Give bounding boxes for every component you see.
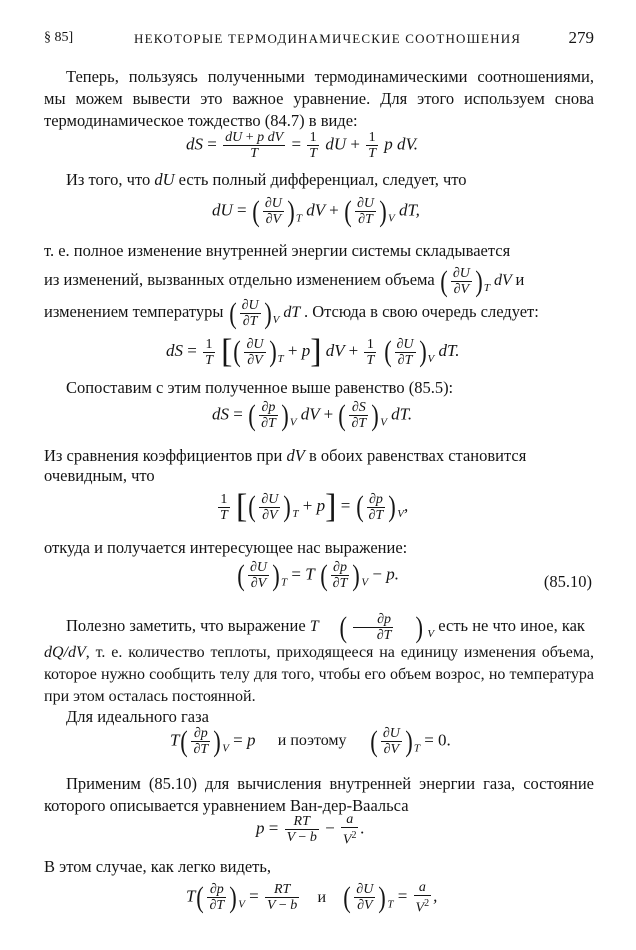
equation-number: (85.10) bbox=[543, 572, 592, 591]
equation-van-der-waals: p = $\frac{RT}{V - b}$ − $\frac{a}{V^2}$ . bbox=[256, 812, 365, 848]
equation-du-expansion: dU = ( $\frac{\partial U}{\partial V}$ )$_T$ dV + ( $\frac{\partial U}{\partial T}$ )$_V$ dT, bbox=[212, 194, 420, 228]
paragraph-van-der-waals: Применим (85.10) для вычисления внутренней энергии газа, состояние которого описывается уравнением Ван-дер-Ваальса bbox=[44, 774, 594, 815]
paragraph-ideal-gas: Для идеального газа bbox=[66, 707, 209, 726]
math-du: dU bbox=[154, 170, 175, 189]
page-header bbox=[44, 28, 594, 48]
equation-ds-855: dS = ( $\frac{\partial p}{\partial T}$ )$_V$ dV + ( $\frac{\partial S}{\partial T}$ )$_V$ dT. bbox=[212, 398, 413, 432]
paragraph-compare: Сопоставим с этим полученное выше равенство (85.5): bbox=[66, 378, 454, 397]
equation-ds-combined: dS = $\frac{1}{T}$ [( $\frac{\partial U}{\partial V}$ )$_T + p$] dV + $\frac{1}{T}$ ( $\frac{\partial U}{\partial T}$ )$_V$ dT. bbox=[166, 333, 460, 370]
math-dv: dV bbox=[286, 446, 305, 465]
paragraph-intro: Теперь, пользуясь полученными термодинамическими соотношениями, мы можем вывести это важное уравнение. Для этого используем снова термодинамическое тождество (84.7) в виде: bbox=[44, 67, 594, 130]
paragraph-energy-change-3: изменением температуры ( $\frac{\partial U}{\partial T}$ )$_V$ dT . Отсюда в свою очередь следует: bbox=[44, 296, 539, 330]
paragraph-useful-note-2: dQ/dV, т. е. количество теплоты, приходящееся на единицу изменения объема, которое нужно сообщить телу для того, чтобы его объем возрос, но температура при этом осталась постоянной. bbox=[44, 644, 594, 705]
paragraph-coefficients-2: очевидным, что bbox=[44, 466, 155, 485]
section-number: § 85] bbox=[44, 30, 74, 45]
paragraph-full-differential: Из того, что dU есть полный дифференциал, следует, что bbox=[66, 170, 467, 189]
equation-85-10: ( $\frac{\partial U}{\partial V}$ )$_T = T$ ( $\frac{\partial p}{\partial T}$ )$_V - p$. bbox=[237, 558, 399, 592]
math-dq-dv: dQ/dV bbox=[44, 644, 86, 661]
equation-vdw-results: T( $\frac{\partial p}{\partial T}$ )$_V$ = $\frac{RT}{V - b}$ и ( $\frac{\partial U}{\partial V}$ )$_T$ = $\frac{a}{V^2}$ , bbox=[186, 880, 438, 916]
paragraph-energy-change-1: т. е. полное изменение внутренней энергии системы складывается bbox=[44, 241, 511, 260]
equation-ideal-gas: T( $\frac{\partial p}{\partial T}$ )$_V = p$ и поэтому ( $\frac{\partial U}{\partial V}$ )$_T = 0$. bbox=[170, 724, 451, 758]
paragraph-this-case: В этом случае, как легко видеть, bbox=[44, 857, 272, 876]
paragraph-useful-note-1: Полезно заметить, что выражение T ( $\frac{\partial p}{\partial T}$ ) $_V$ есть не что иное, как bbox=[66, 610, 585, 644]
paragraph-energy-change-2: из изменений, вызванных отдельно изменением объема ( $\frac{\partial U}{\partial V}$ )$_T$ dV и bbox=[44, 264, 525, 298]
paragraph-coefficients-1: Из сравнения коэффициентов при dV в обоих равенствах становится bbox=[44, 446, 527, 465]
equation-ds-identity: dS = $\frac{\text{dU + p dV}}{T}$ = $\frac{1}{T}$ dU + $\frac{1}{T}$ p dV. bbox=[186, 130, 418, 161]
running-title: НЕКОТОРЫЕ ТЕРМОДИНАМИЧЕСКИЕ СООТНОШЕНИЯ bbox=[134, 31, 522, 46]
equation-coefficient-equality: $\frac{1}{T}$ [( $\frac{\partial U}{\partial V}$ )$_T + p$] = ( $\frac{\partial p}{\partial T}$ )$_V$, bbox=[220, 488, 409, 525]
paragraph-result: откуда и получается интересующее нас выражение: bbox=[44, 538, 408, 557]
page-number: 279 bbox=[568, 28, 594, 47]
